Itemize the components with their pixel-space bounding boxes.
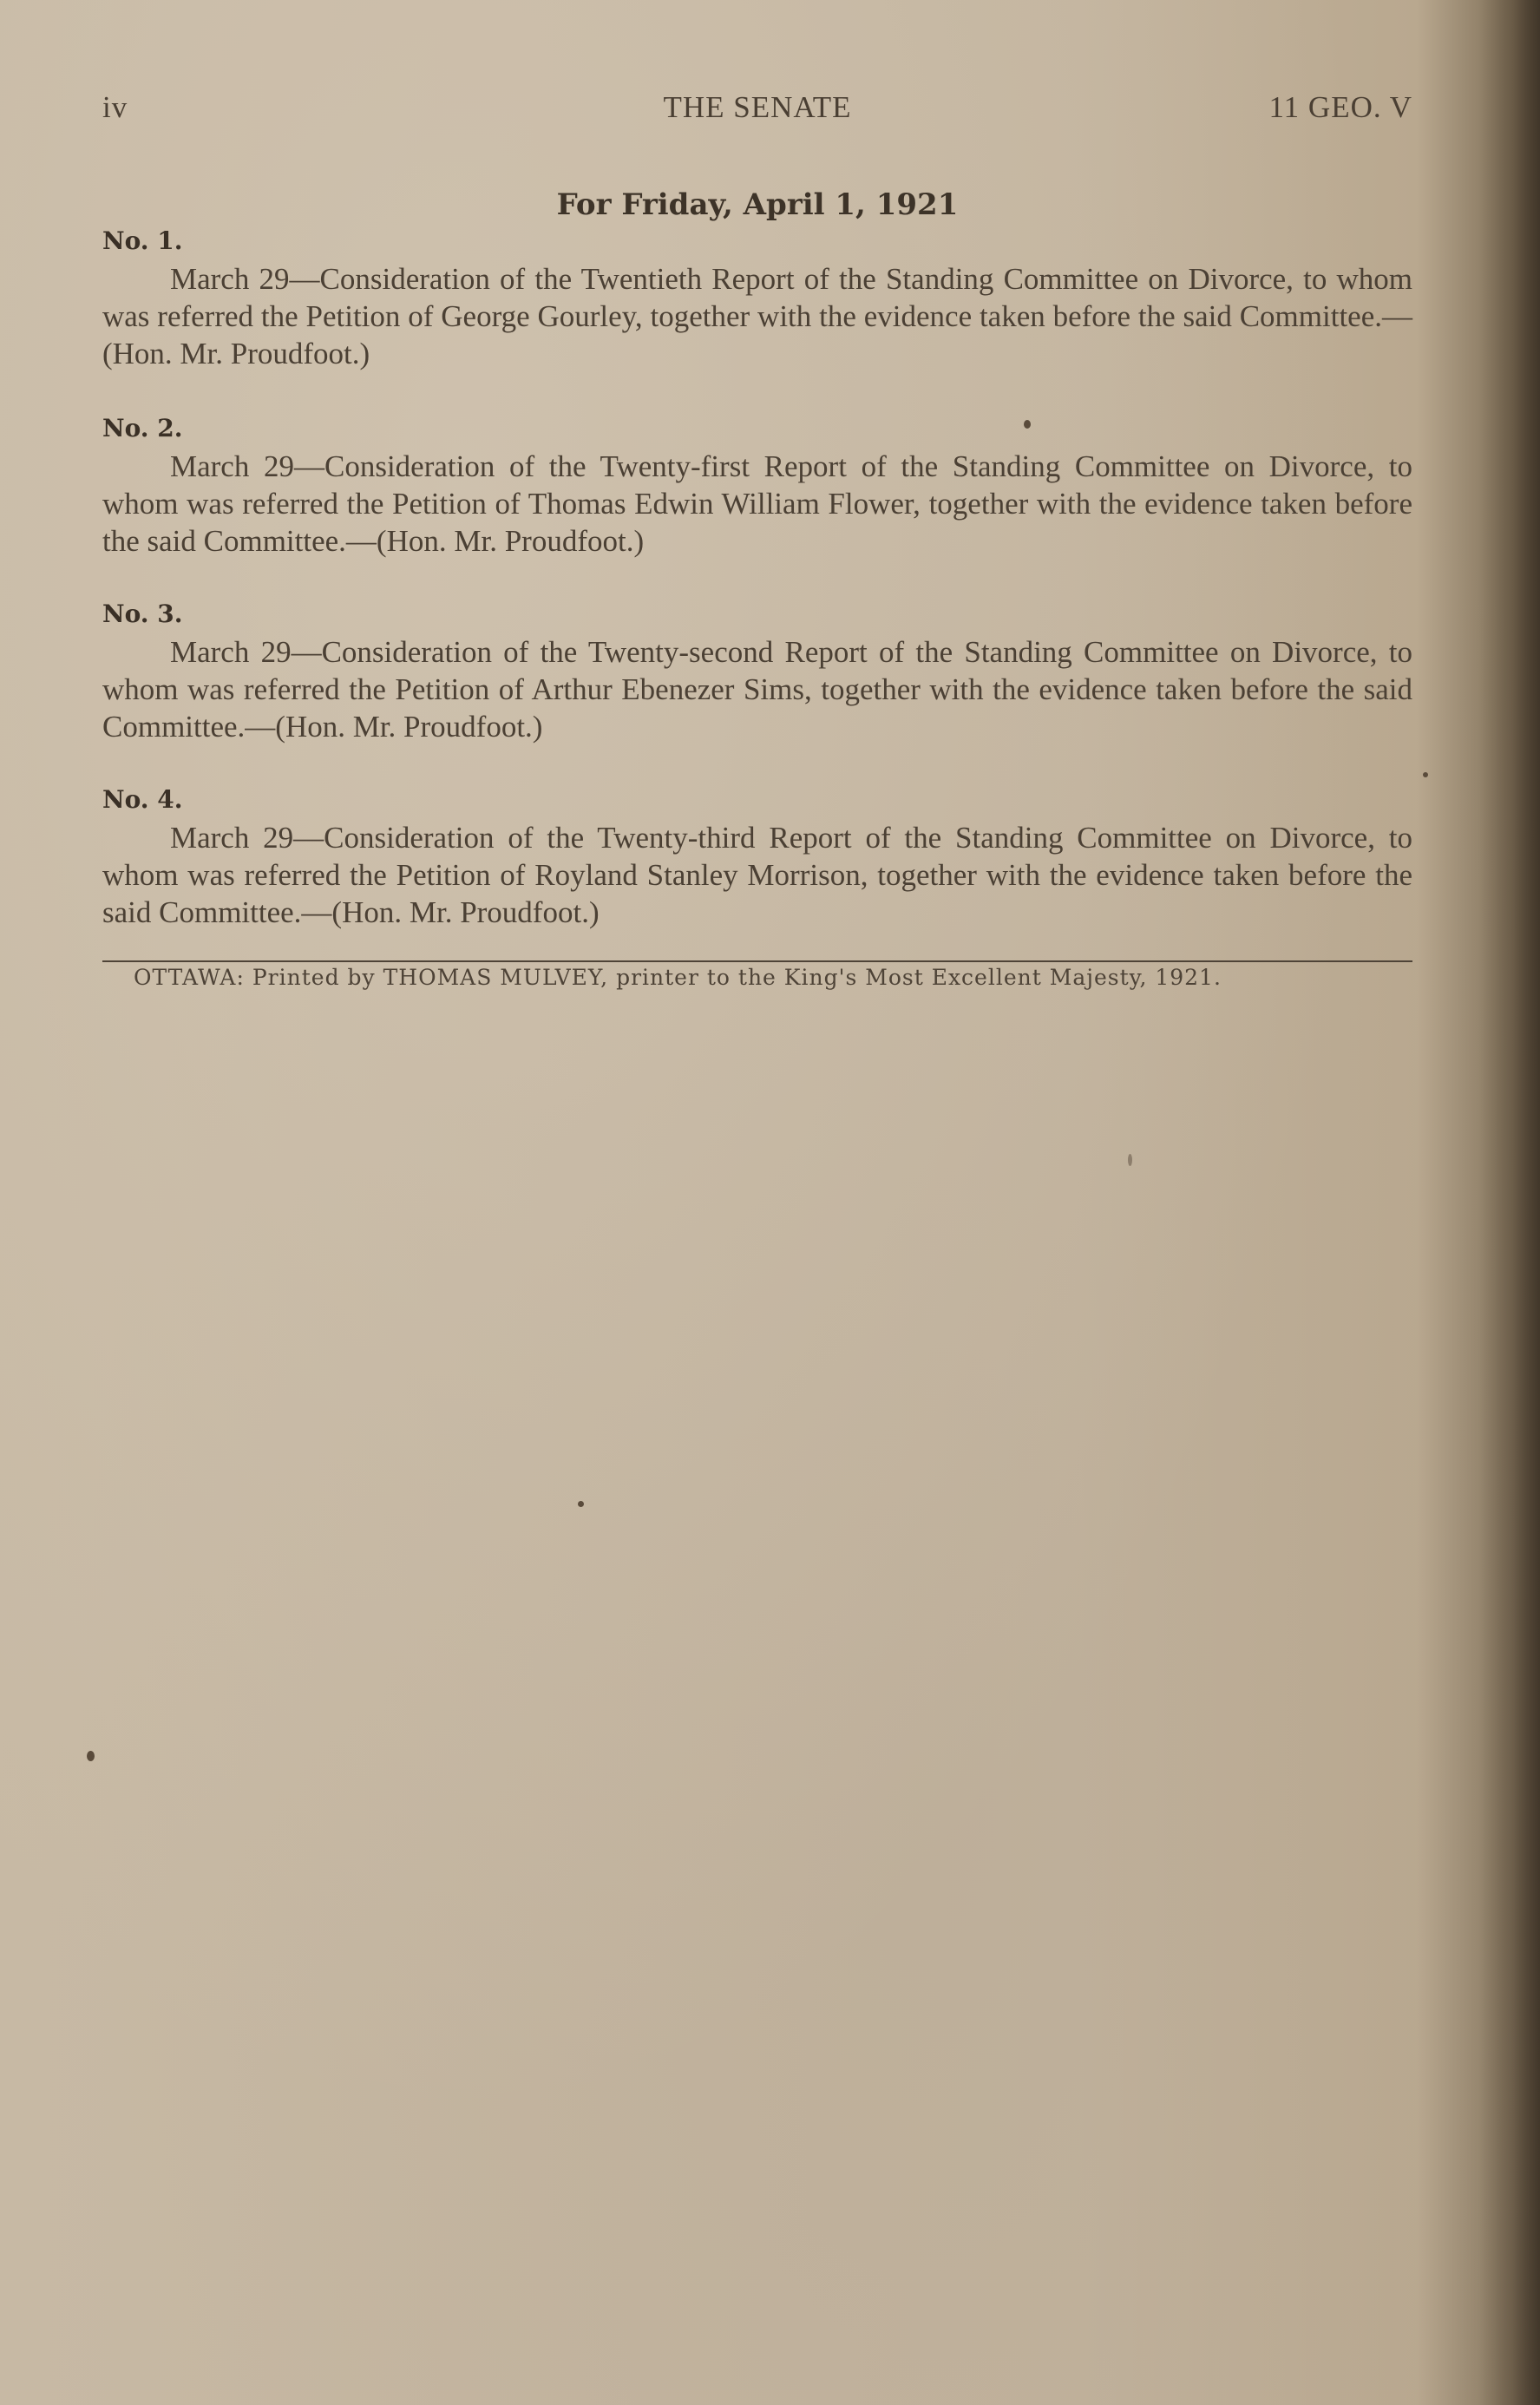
item-number: No. 2. bbox=[102, 414, 183, 442]
order-item bbox=[102, 781, 1412, 931]
date-heading: For Friday, April 1, 1921 bbox=[556, 187, 959, 222]
item-number: No. 3. bbox=[102, 600, 183, 628]
printer-imprint: OTTAWA: Printed by THOMAS MULVEY, printer to the King's Most Excellent Majesty, 1921. bbox=[134, 965, 1222, 990]
paper-speck bbox=[1128, 1154, 1132, 1166]
binding-shadow bbox=[1479, 0, 1540, 2405]
order-item bbox=[102, 595, 1412, 745]
order-item bbox=[102, 222, 1412, 372]
session-label: 11 GEO. V bbox=[1268, 90, 1412, 124]
divider-rule bbox=[102, 960, 1412, 962]
paper-speck bbox=[1024, 420, 1031, 429]
item-text: March 29—Consideration of the Twenty-third Report of the Standing Committee on Divorce, to whom was referred the Petition of Royland Stanley Morrison, together with the evidence taken before the said Committee.—(Hon. Mr. Proudfoot.) bbox=[102, 821, 1412, 929]
page-number: iv bbox=[102, 90, 128, 124]
item-text: March 29—Consideration of the Twenty-first Report of the Standing Committee on Divorce, to whom was referred the Petition of Thomas Edwin William Flower, together with the evidence taken before the said Committee.—(Hon. Mr. Proudfoot.) bbox=[102, 449, 1412, 558]
item-text: March 29—Consideration of the Twentieth Report of the Standing Committee on Divorce, to whom was referred the Petition of George Gourley, together with the evidence taken before the said Committee.—(Hon. Mr. Proudfoot.) bbox=[102, 262, 1412, 370]
paper-speck bbox=[578, 1501, 584, 1507]
order-item bbox=[102, 410, 1412, 560]
paper-speck bbox=[1423, 772, 1428, 777]
item-text: March 29—Consideration of the Twenty-second Report of the Standing Committee on Divorce, to whom was referred the Petition of Arthur Ebenezer Sims, together with the evidence taken before the said Committee.—(Hon. Mr. Proudfoot.) bbox=[102, 635, 1412, 744]
paper-speck bbox=[87, 1751, 95, 1761]
item-number: No. 1. bbox=[102, 226, 183, 255]
running-head bbox=[102, 90, 1412, 132]
item-number: No. 4. bbox=[102, 785, 183, 814]
page-title: THE SENATE bbox=[663, 90, 852, 124]
